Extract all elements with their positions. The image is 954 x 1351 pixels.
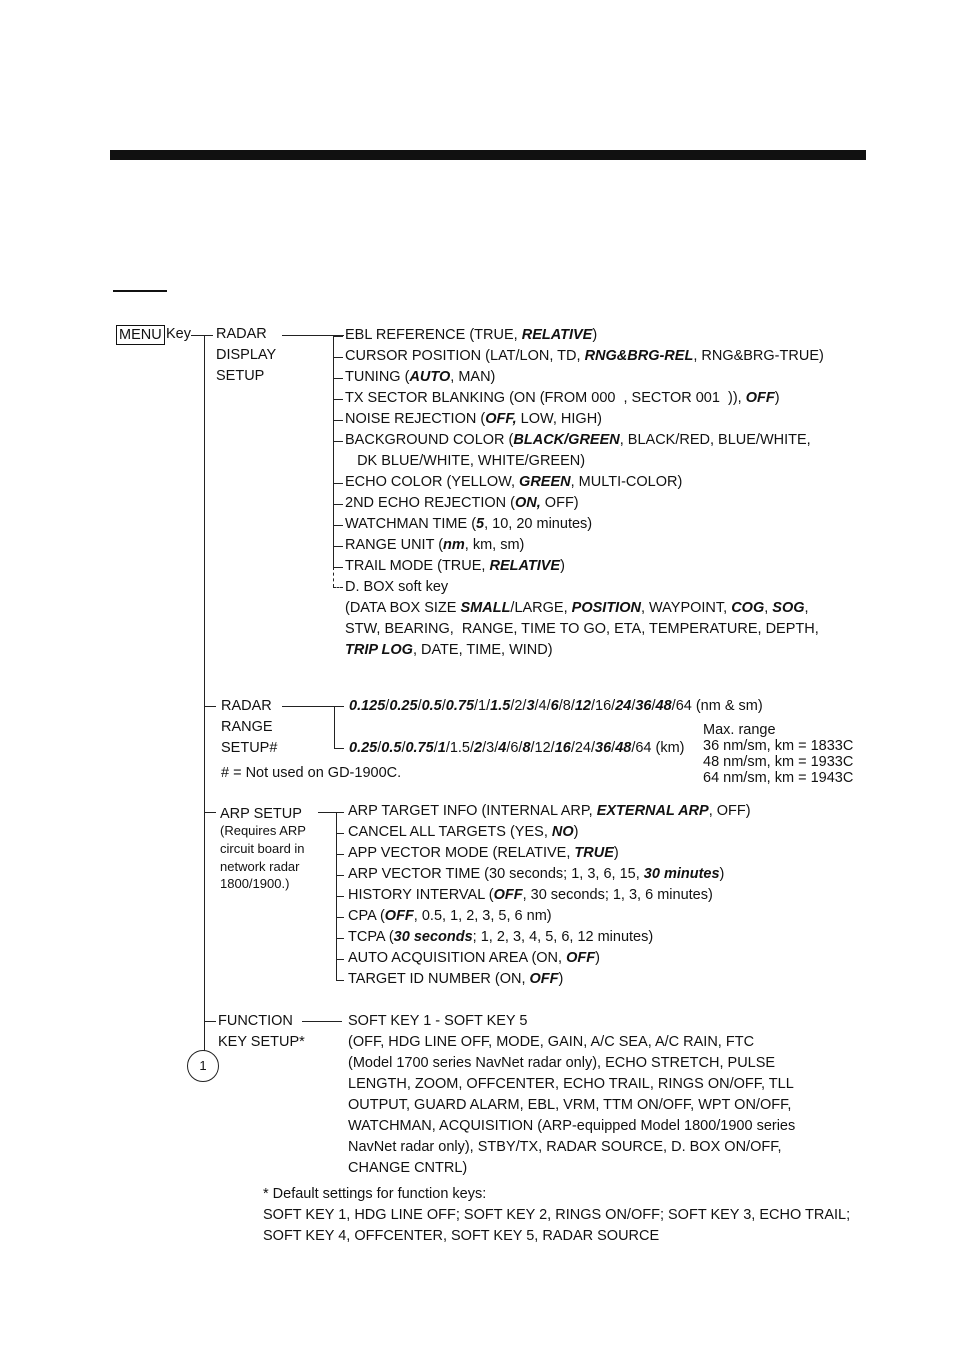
dbox-dashed-tick xyxy=(333,587,343,588)
arp-item: ARP TARGET INFO (INTERNAL ARP, EXTERNAL ARP, OFF) xyxy=(348,803,751,819)
arp-note-2: circuit board in xyxy=(220,841,305,856)
continuation-circle: 1 xyxy=(187,1050,219,1082)
function-key-line: CHANGE CNTRL) xyxy=(348,1160,468,1176)
radar-display-item: WATCHMAN TIME (5, 10, 20 minutes) xyxy=(345,516,593,532)
item-tick xyxy=(333,546,343,547)
radar-display-title-1: RADAR xyxy=(216,326,267,342)
arp-item: TCPA (30 seconds; 1, 2, 3, 4, 5, 6, 12 minutes) xyxy=(348,929,654,945)
function-connector xyxy=(302,1021,342,1022)
radar-display-item: 2ND ECHO REJECTION (ON, OFF) xyxy=(345,495,579,511)
item-tick xyxy=(333,504,343,505)
arp-note-1: (Requires ARP xyxy=(220,823,306,838)
radar-display-item: TRAIL MODE (TRUE, RELATIVE) xyxy=(345,558,565,574)
radar-display-item: BACKGROUND COLOR (BLACK/GREEN, BLACK/RED, BLUE/WHITE, xyxy=(345,432,811,448)
radar-display-branch xyxy=(333,335,334,567)
max-range-36: 36 nm/sm, km = 1833C xyxy=(703,738,854,754)
footnote-line-1: SOFT KEY 1, HDG LINE OFF; SOFT KEY 2, RINGS ON/OFF; SOFT KEY 3, ECHO TRAIL; xyxy=(263,1207,851,1223)
item-tick xyxy=(333,378,343,379)
radar-display-item: (DATA BOX SIZE SMALL/LARGE, POSITION, WAYPOINT, COG, SOG, xyxy=(345,600,809,616)
arp-note-3: network radar xyxy=(220,859,300,874)
function-key-line: SOFT KEY 1 - SOFT KEY 5 xyxy=(348,1013,528,1029)
arp-item: AUTO ACQUISITION AREA (ON, OFF) xyxy=(348,950,600,966)
item-tick xyxy=(333,483,343,484)
function-title-1: FUNCTION xyxy=(218,1013,293,1029)
radar-range-branch xyxy=(334,706,335,748)
radar-display-item: D. BOX soft key xyxy=(345,579,449,595)
range-km-list: 0.25/0.5/0.75/1/1.5/2/3/4/6/8/12/16/24/36/48/64 (km) xyxy=(349,740,685,756)
menu-connector xyxy=(191,335,213,336)
section-rule xyxy=(113,290,167,292)
item-tick xyxy=(333,525,343,526)
radar-display-title-3: SETUP xyxy=(216,368,265,384)
item-tick xyxy=(336,917,344,918)
arp-item: CPA (OFF, 0.5, 1, 2, 3, 5, 6 nm) xyxy=(348,908,552,924)
arp-item: TARGET ID NUMBER (ON, OFF) xyxy=(348,971,564,987)
item-tick xyxy=(333,357,343,358)
footnote-title: * Default settings for function keys: xyxy=(263,1186,487,1202)
function-key-line: (Model 1700 series NavNet radar only), ECHO STRETCH, PULSE xyxy=(348,1055,776,1071)
item-tick xyxy=(333,336,343,337)
function-key-line: OUTPUT, GUARD ALARM, EBL, VRM, TTM ON/OFF, WPT ON/OFF, xyxy=(348,1097,792,1113)
radar-range-title-2: RANGE xyxy=(221,719,273,735)
radar-range-tick xyxy=(204,706,216,707)
item-tick xyxy=(336,938,344,939)
item-tick xyxy=(336,812,344,813)
item-tick xyxy=(333,399,343,400)
item-tick xyxy=(333,420,343,421)
item-tick xyxy=(336,896,344,897)
header-rule xyxy=(110,150,866,160)
radar-display-item: TX SECTOR BLANKING (ON (FROM 000 , SECTOR 001 )), OFF) xyxy=(345,390,780,406)
radar-range-km-tick xyxy=(334,748,344,749)
radar-display-item: EBL REFERENCE (TRUE, RELATIVE) xyxy=(345,327,598,343)
radar-display-title-2: DISPLAY xyxy=(216,347,277,363)
key-label: Key xyxy=(166,326,191,342)
footnote-line-2: SOFT KEY 4, OFFCENTER, SOFT KEY 5, RADAR SOURCE xyxy=(263,1228,660,1244)
radar-display-item: RANGE UNIT (nm, km, sm) xyxy=(345,537,525,553)
range-note: # = Not used on GD-1900C. xyxy=(221,765,402,781)
arp-item: APP VECTOR MODE (RELATIVE, TRUE) xyxy=(348,845,619,861)
radar-display-item: DK BLUE/WHITE, WHITE/GREEN) xyxy=(345,453,586,469)
item-tick xyxy=(336,875,344,876)
range-nm-list: 0.125/0.25/0.5/0.75/1/1.5/2/3/4/6/8/12/16/24/36/48/64 (nm & sm) xyxy=(349,698,763,714)
radar-display-item: ECHO COLOR (YELLOW, GREEN, MULTI-COLOR) xyxy=(345,474,683,490)
radar-range-title-3: SETUP# xyxy=(221,740,278,756)
function-tick xyxy=(204,1021,216,1022)
radar-display-item: CURSOR POSITION (LAT/LON, TD, RNG&BRG-REL, RNG&BRG-TRUE) xyxy=(345,348,824,364)
radar-range-title-1: RADAR xyxy=(221,698,272,714)
function-key-line: WATCHMAN, ACQUISITION (ARP-equipped Model 1800/1900 series xyxy=(348,1118,796,1134)
item-tick xyxy=(336,833,344,834)
item-tick xyxy=(336,959,344,960)
arp-tick xyxy=(204,812,216,813)
item-tick xyxy=(333,441,343,442)
arp-item: ARP VECTOR TIME (30 seconds; 1, 3, 6, 15, 30 minutes) xyxy=(348,866,725,882)
item-tick xyxy=(333,567,343,568)
item-tick xyxy=(336,980,344,981)
dbox-dashed-branch xyxy=(333,567,334,587)
main-trunk xyxy=(204,335,205,1051)
function-key-line: LENGTH, ZOOM, OFFCENTER, ECHO TRAIL, RINGS ON/OFF, TLL xyxy=(348,1076,794,1092)
radar-display-item: TRIP LOG, DATE, TIME, WIND) xyxy=(345,642,553,658)
function-title-2: KEY SETUP* xyxy=(218,1034,305,1050)
menu-key-box: MENU xyxy=(116,325,165,345)
function-key-line: (OFF, HDG LINE OFF, MODE, GAIN, A/C SEA, A/C RAIN, FTC xyxy=(348,1034,755,1050)
radar-display-item: STW, BEARING, RANGE, TIME TO GO, ETA, TEMPERATURE, DEPTH, xyxy=(345,621,819,637)
radar-display-item: NOISE REJECTION (OFF, LOW, HIGH) xyxy=(345,411,603,427)
function-key-line: NavNet radar only), STBY/TX, RADAR SOURCE, D. BOX ON/OFF, xyxy=(348,1139,782,1155)
max-range-48: 48 nm/sm, km = 1933C xyxy=(703,754,854,770)
arp-item: HISTORY INTERVAL (OFF, 30 seconds; 1, 3, 6 minutes) xyxy=(348,887,713,903)
max-range-title: Max. range xyxy=(703,722,776,738)
item-tick xyxy=(336,854,344,855)
max-range-64: 64 nm/sm, km = 1943C xyxy=(703,770,854,786)
radar-display-item: TUNING (AUTO, MAN) xyxy=(345,369,496,385)
arp-note-4: 1800/1900.) xyxy=(220,876,290,891)
arp-item: CANCEL ALL TARGETS (YES, NO) xyxy=(348,824,579,840)
arp-title: ARP SETUP xyxy=(220,806,302,822)
